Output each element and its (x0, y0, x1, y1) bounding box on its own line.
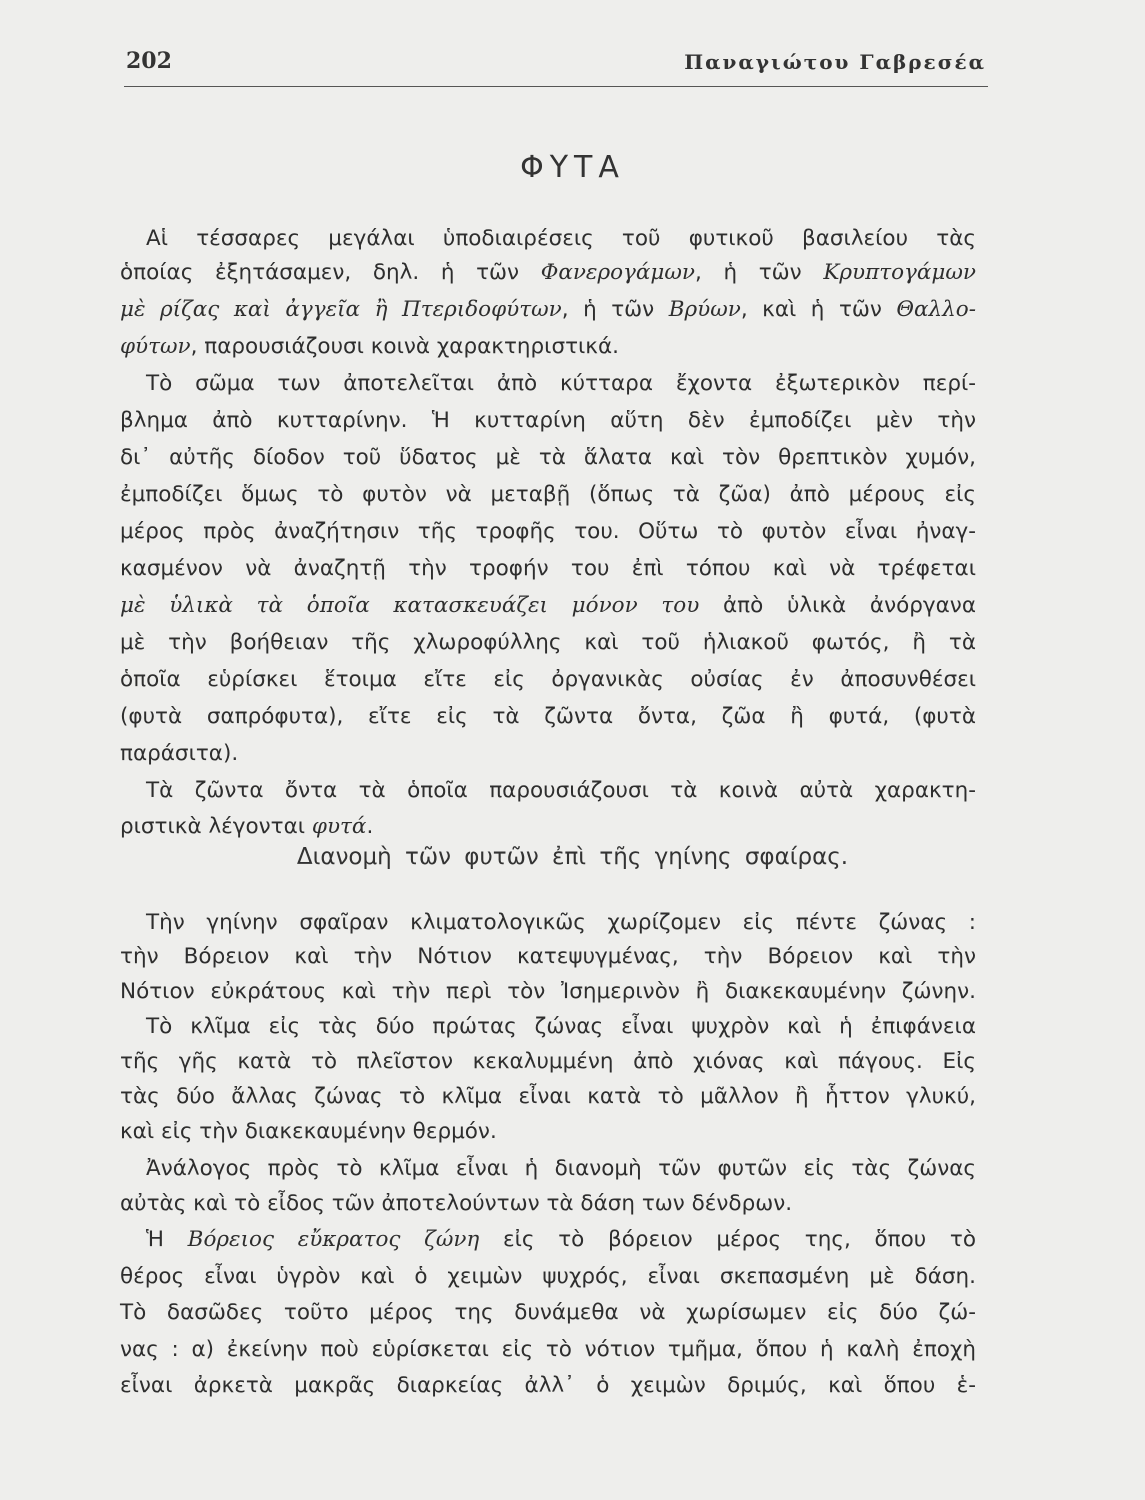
text-line: αὐτὰς καὶ τὸ εἶδος τῶν ἀποτελούντων τὰ δάση των δένδρων. (120, 1191, 793, 1216)
text-line: μέρος πρὸς ἀναζήτησιν τῆς τροφῆς του. Οὕτω τὸ φυτὸν εἶναι ἠναγ- (120, 519, 976, 544)
text-line: (φυτὰ σαπρόφυτα), εἴτε εἰς τὰ ζῶντα ὄντα, ζῶα ἢ φυτά, (φυτὰ (120, 704, 976, 729)
text-line: Νότιον εὐκράτους καὶ τὴν περὶ τὸν Ἰσημερινὸν ἢ διακεκαυμένην ζώνην. (120, 979, 976, 1004)
text-line: μὲ ρίζας καὶ ἀγγεῖα ἢ Πτεριδοφύτων, ἡ τῶν Βρύων, καὶ ἡ τῶν Θαλλο- (120, 297, 977, 322)
text-line: μὲ τὴν βοήθειαν τῆς χλωροφύλλης καὶ τοῦ ἡλιακοῦ φωτός, ἢ τὰ (120, 630, 976, 655)
text-line: Τὸ δασῶδες τοῦτο μέρος της δυνάμεθα νὰ χωρίσωμεν εἰς δύο ζώ- (120, 1300, 976, 1325)
text-line: Ἀνάλογος πρὸς τὸ κλῖμα εἶναι ἡ διανομὴ τῶν φυτῶν εἰς τὰς ζώνας (146, 1156, 976, 1181)
chapter-title: ΦΥΤΑ (520, 150, 625, 185)
running-head: Παναγιώτου Γαβρεσέα (684, 50, 986, 74)
header-rule (124, 86, 988, 87)
text-line: Ἡ Βόρειος εὔκρατος ζώνη εἰς τὸ βόρειον μέρος της, ὅπου τὸ (146, 1227, 976, 1252)
text-line: καὶ εἰς τὴν διακεκαυμένην θερμόν. (120, 1119, 497, 1144)
text-line: ριστικὰ λέγονται φυτά. (120, 814, 374, 839)
text-line: τῆς γῆς κατὰ τὸ πλεῖστον κεκαλυμμένη ἀπὸ χιόνας καὶ πάγους. Εἰς (120, 1049, 976, 1074)
text-line: Τὸ κλῖμα εἰς τὰς δύο πρώτας ζώνας εἶναι ψυχρὸν καὶ ἡ ἐπιφάνεια (146, 1014, 976, 1039)
text-line: βλημα ἀπὸ κυτταρίνην. Ἡ κυτταρίνη αὕτη δὲν ἐμποδίζει μὲν τὴν (120, 408, 976, 433)
text-line: παράσιτα). (120, 741, 239, 766)
text-line: δι᾽ αὐτῆς δίοδον τοῦ ὕδατος μὲ τὰ ἅλατα καὶ τὸν θρεπτικὸν χυμόν, (120, 445, 976, 470)
page-number: 202 (126, 48, 172, 74)
text-line: θέρος εἶναι ὑγρὸν καὶ ὁ χειμὼν ψυχρός, εἶναι σκεπασμένη μὲ δάση. (120, 1264, 976, 1289)
text-line: ὁποῖα εὑρίσκει ἕτοιμα εἴτε εἰς ὀργανικὰς οὐσίας ἐν ἀποσυνθέσει (120, 667, 976, 692)
text-line: Αἱ τέσσαρες μεγάλαι ὑποδιαιρέσεις τοῦ φυτικοῦ βασιλείου τὰς (146, 226, 976, 251)
page-header (124, 44, 988, 84)
text-line: φύτων, παρουσιάζουσι κοινὰ χαρακτηριστικά. (120, 334, 619, 359)
text-line: ἐμποδίζει ὅμως τὸ φυτὸν νὰ μεταβῇ (ὅπως τὰ ζῶα) ἀπὸ μέρους εἰς (120, 482, 976, 507)
text-line: εἶναι ἀρκετὰ μακρᾶς διαρκείας ἀλλ᾽ ὁ χειμὼν δριμύς, καὶ ὅπου ἑ- (120, 1373, 976, 1398)
text-line: μὲ ὑλικὰ τὰ ὁποῖα κατασκευάζει μόνον του ἀπὸ ὑλικὰ ἀνόργανα (120, 593, 976, 618)
text-line: Τὴν γηίνην σφαῖραν κλιματολογικῶς χωρίζομεν εἰς πέντε ζώνας : (146, 910, 976, 935)
text-line: νας : α) ἐκείνην ποὺ εὑρίσκεται εἰς τὸ νότιον τμῆμα, ὅπου ἡ καλὴ ἐποχὴ (120, 1337, 976, 1362)
text-line: τὰς δύο ἄλλας ζώνας τὸ κλῖμα εἶναι κατὰ τὸ μᾶλλον ἢ ἧττον γλυκύ, (120, 1084, 976, 1109)
text-line: Τὰ ζῶντα ὄντα τὰ ὁποῖα παρουσιάζουσι τὰ κοινὰ αὐτὰ χαρακτη- (146, 778, 976, 803)
section-subtitle: Διανομὴ τῶν φυτῶν ἐπὶ τῆς γηίνης σφαίρας. (296, 844, 849, 870)
text-line: κασμένον νὰ ἀναζητῇ τὴν τροφήν του ἐπὶ τόπου καὶ νὰ τρέφεται (120, 556, 976, 581)
text-line: Τὸ σῶμα των ἀποτελεῖται ἀπὸ κύτταρα ἔχοντα ἐξωτερικὸν περί- (146, 371, 976, 396)
text-line: τὴν Βόρειον καὶ τὴν Νότιον κατεψυγμένας, τὴν Βόρειον καὶ τὴν (120, 944, 976, 969)
text-line: ὁποίας ἐξητάσαμεν, δηλ. ἡ τῶν Φανερογάμων, ἡ τῶν Κρυπτογάμων (120, 260, 976, 285)
